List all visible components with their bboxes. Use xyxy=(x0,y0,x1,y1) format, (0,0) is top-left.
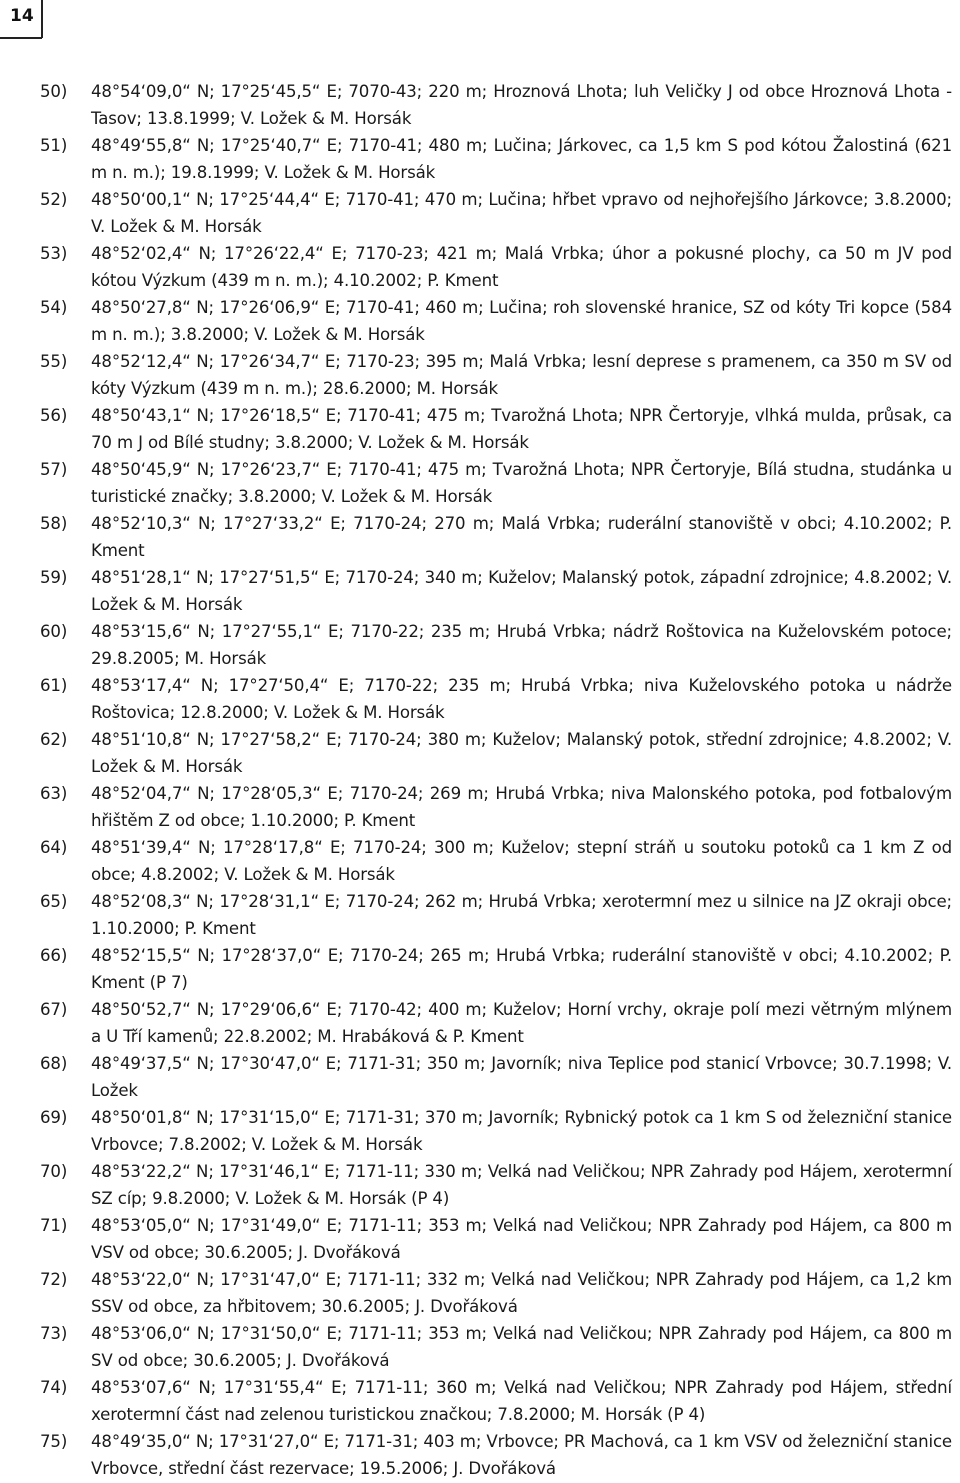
record-text: 48°50‘45,9“ N; 17°26‘23,7“ E; 7170-41; 475 m; Tvarožná Lhota; NPR Čertoryje, Bílá studna, studánka u turistické značky; 3.8.2000; V. Ložek & M. Horsák xyxy=(91,460,952,506)
record-number: 62) xyxy=(40,730,68,749)
record-text: 48°49‘37,5“ N; 17°30‘47,0“ E; 7171-31; 350 m; Javorník; niva Teplice pod stanicí Vrbovce; 30.7.1998; V. Ložek xyxy=(91,1054,952,1100)
record-text: 48°50‘43,1“ N; 17°26‘18,5“ E; 7170-41; 475 m; Tvarožná Lhota; NPR Čertoryje, vlhká mulda, průsak, ca 70 m J od Bílé studny; 3.8.2000; V. Ložek & M. Horsák xyxy=(91,406,952,452)
locality-record xyxy=(0,132,960,186)
locality-record xyxy=(0,834,960,888)
locality-record xyxy=(0,402,960,456)
locality-record xyxy=(0,564,960,618)
locality-record xyxy=(0,186,960,240)
record-number: 52) xyxy=(40,190,68,209)
record-text: 48°50‘00,1“ N; 17°25‘44,4“ E; 7170-41; 470 m; Lučina; hřbet vpravo od nejhořejšího Járkovce; 3.8.2000; V. Ložek & M. Horsák xyxy=(91,190,952,236)
record-number: 51) xyxy=(40,136,68,155)
record-number: 63) xyxy=(40,784,68,803)
record-text: 48°51‘28,1“ N; 17°27‘51,5“ E; 7170-24; 340 m; Kuželov; Malanský potok, západní zdrojnice; 4.8.2002; V. Ložek & M. Horsák xyxy=(91,568,952,614)
record-text: 48°53‘22,0“ N; 17°31‘47,0“ E; 7171-11; 332 m; Velká nad Veličkou; NPR Zahrady pod Hájem, ca 1,2 km SSV od obce, za hřbitovem; 30.6.2005; J. Dvořáková xyxy=(91,1270,952,1316)
locality-record xyxy=(0,1212,960,1266)
locality-record xyxy=(0,348,960,402)
record-number: 50) xyxy=(40,82,68,101)
locality-record xyxy=(0,456,960,510)
header-vertical-rule xyxy=(41,0,43,38)
locality-record xyxy=(0,618,960,672)
record-number: 61) xyxy=(40,676,68,695)
record-number: 65) xyxy=(40,892,68,911)
locality-record xyxy=(0,672,960,726)
record-number: 60) xyxy=(40,622,68,641)
record-text: 48°52‘02,4“ N; 17°26‘22,4“ E; 7170-23; 421 m; Malá Vrbka; úhor a pokusné plochy, ca 50 m JV pod kótou Výzkum (439 m n. m.); 4.10.2002; P. Kment xyxy=(91,244,952,290)
header-horizontal-rule xyxy=(0,37,42,39)
record-text: 48°52‘10,3“ N; 17°27‘33,2“ E; 7170-24; 270 m; Malá Vrbka; ruderální stanoviště v obci; 4.10.2002; P. Kment xyxy=(91,514,952,560)
record-number: 73) xyxy=(40,1324,68,1343)
locality-record xyxy=(0,780,960,834)
record-number: 70) xyxy=(40,1162,68,1181)
locality-record xyxy=(0,240,960,294)
locality-record xyxy=(0,78,960,132)
record-text: 48°53‘05,0“ N; 17°31‘49,0“ E; 7171-11; 353 m; Velká nad Veličkou; NPR Zahrady pod Hájem, ca 800 m VSV od obce; 30.6.2005; J. Dvořáková xyxy=(91,1216,952,1262)
record-number: 53) xyxy=(40,244,68,263)
record-text: 48°51‘39,4“ N; 17°28‘17,8“ E; 7170-24; 300 m; Kuželov; stepní stráň u soutoku potoků ca 1 km Z od obce; 4.8.2002; V. Ložek & M. Horsák xyxy=(91,838,952,884)
record-number: 55) xyxy=(40,352,68,371)
record-number: 74) xyxy=(40,1378,68,1397)
record-number: 72) xyxy=(40,1270,68,1289)
record-text: 48°49‘35,0“ N; 17°31‘27,0“ E; 7171-31; 403 m; Vrbovce; PR Machová, ca 1 km VSV od železniční stanice Vrbovce, střední část rezervace; 19.5.2006; J. Dvořáková xyxy=(91,1432,952,1478)
record-number: 56) xyxy=(40,406,68,425)
locality-record xyxy=(0,294,960,348)
locality-record xyxy=(0,510,960,564)
record-number: 75) xyxy=(40,1432,68,1451)
locality-record xyxy=(0,726,960,780)
locality-record xyxy=(0,1428,960,1482)
record-number: 71) xyxy=(40,1216,68,1235)
record-text: 48°53‘22,2“ N; 17°31‘46,1“ E; 7171-11; 330 m; Velká nad Veličkou; NPR Zahrady pod Hájem, xerotermní SZ cíp; 9.8.2000; V. Ložek & M. Horsák (P 4) xyxy=(91,1162,952,1208)
record-text: 48°53‘15,6“ N; 17°27‘55,1“ E; 7170-22; 235 m; Hrubá Vrbka; nádrž Roštovica na Kuželovském potoce; 29.8.2005; M. Horsák xyxy=(91,622,952,668)
record-text: 48°52‘12,4“ N; 17°26‘34,7“ E; 7170-23; 395 m; Malá Vrbka; lesní deprese s pramenem, ca 350 m SV od kóty Výzkum (439 m n. m.); 28.6.2000; M. Horsák xyxy=(91,352,952,398)
record-text: 48°50‘52,7“ N; 17°29‘06,6“ E; 7170-42; 400 m; Kuželov; Horní vrchy, okraje polí mezi větrným mlýnem a U Tří kamenů; 22.8.2002; M. Hrabáková & P. Kment xyxy=(91,1000,952,1046)
record-text: 48°52‘15,5“ N; 17°28‘37,0“ E; 7170-24; 265 m; Hrubá Vrbka; ruderální stanoviště v obci; 4.10.2002; P. Kment (P 7) xyxy=(91,946,952,992)
record-number: 58) xyxy=(40,514,68,533)
record-number: 67) xyxy=(40,1000,68,1019)
locality-record xyxy=(0,888,960,942)
locality-record xyxy=(0,996,960,1050)
record-text: 48°52‘04,7“ N; 17°28‘05,3“ E; 7170-24; 269 m; Hrubá Vrbka; niva Malonského potoka, pod fotbalovým hřištěm Z od obce; 1.10.2000; P. Kment xyxy=(91,784,952,830)
record-number: 64) xyxy=(40,838,68,857)
record-text: 48°51‘10,8“ N; 17°27‘58,2“ E; 7170-24; 380 m; Kuželov; Malanský potok, střední zdrojnice; 4.8.2002; V. Ložek & M. Horsák xyxy=(91,730,952,776)
locality-record xyxy=(0,1374,960,1428)
locality-record xyxy=(0,1050,960,1104)
record-number: 57) xyxy=(40,460,68,479)
record-text: 48°53‘17,4“ N; 17°27‘50,4“ E; 7170-22; 235 m; Hrubá Vrbka; niva Kuželovského potoka u nádrže Roštovica; 12.8.2000; V. Ložek & M. Horsák xyxy=(91,676,952,722)
record-text: 48°54‘09,0“ N; 17°25‘45,5“ E; 7070-43; 220 m; Hroznová Lhota; luh Veličky J od obce Hroznová Lhota - Tasov; 13.8.1999; V. Ložek & M. Horsák xyxy=(91,82,952,128)
locality-record xyxy=(0,1158,960,1212)
record-text: 48°52‘08,3“ N; 17°28‘31,1“ E; 7170-24; 262 m; Hrubá Vrbka; xerotermní mez u silnice na JZ okraji obce; 1.10.2000; P. Kment xyxy=(91,892,952,938)
record-text: 48°50‘27,8“ N; 17°26‘06,9“ E; 7170-41; 460 m; Lučina; roh slovenské hranice, SZ od kóty Tri kopce (584 m n. m.); 3.8.2000; V. Ložek & M. Horsák xyxy=(91,298,952,344)
record-number: 69) xyxy=(40,1108,68,1127)
locality-record xyxy=(0,942,960,996)
record-number: 66) xyxy=(40,946,68,965)
record-number: 54) xyxy=(40,298,68,317)
locality-record xyxy=(0,1104,960,1158)
locality-record xyxy=(0,1320,960,1374)
page-header xyxy=(0,0,960,40)
record-text: 48°49‘55,8“ N; 17°25‘40,7“ E; 7170-41; 480 m; Lučina; Járkovec, ca 1,5 km S pod kótou Žalostiná (621 m n. m.); 19.8.1999; V. Ložek & M. Horsák xyxy=(91,136,952,182)
record-number: 68) xyxy=(40,1054,68,1073)
record-text: 48°53‘06,0“ N; 17°31‘50,0“ E; 7171-11; 353 m; Velká nad Veličkou; NPR Zahrady pod Hájem, ca 800 m SV od obce; 30.6.2005; J. Dvořáková xyxy=(91,1324,952,1370)
record-text: 48°50‘01,8“ N; 17°31‘15,0“ E; 7171-31; 370 m; Javorník; Rybnický potok ca 1 km S od železniční stanice Vrbovce; 7.8.2002; V. Ložek & M. Horsák xyxy=(91,1108,952,1154)
page-number: 14 xyxy=(10,6,34,26)
locality-record xyxy=(0,1266,960,1320)
record-text: 48°53‘07,6“ N; 17°31‘55,4“ E; 7171-11; 360 m; Velká nad Veličkou; NPR Zahrady pod Hájem, střední xerotermní část nad zelenou turistickou značkou; 7.8.2000; M. Horsák (P 4) xyxy=(91,1378,952,1424)
record-number: 59) xyxy=(40,568,68,587)
locality-list xyxy=(0,78,960,1482)
